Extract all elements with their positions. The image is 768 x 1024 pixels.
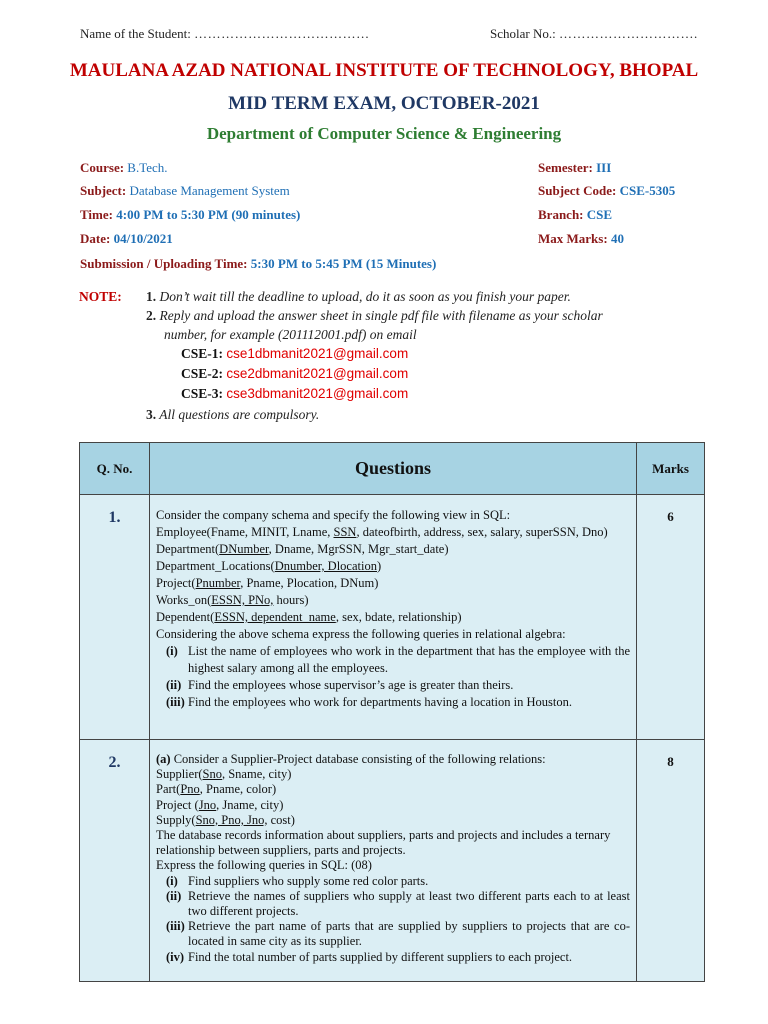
question-1-number: 1. [80, 495, 150, 740]
department-title: Department of Computer Science & Engineering [206, 124, 562, 143]
time-info [80, 207, 300, 223]
subject-value: Database Management System [129, 183, 290, 198]
question-1-text [150, 495, 637, 740]
table-row [80, 740, 705, 982]
note-number-3: 3. [146, 407, 157, 422]
time-label: Time: [80, 207, 113, 222]
note-label: NOTE: [79, 289, 122, 304]
q1-department-relation: Department(DNumber, Dname, MgrSSN, Mgr_start_date) [156, 542, 449, 556]
note-number-1: 1. [146, 289, 157, 304]
max-marks-label: Max Marks: [538, 231, 608, 246]
q1-subquestion-i: (i) List the name of employees who work in the department that has the employee with the highest salary among all the employees. [166, 644, 630, 675]
cse2-email-line [181, 366, 408, 382]
note-item-1 [146, 287, 706, 306]
cse2-email[interactable]: cse2dbmanit2021@gmail.com [226, 366, 409, 381]
note-item-2 [146, 306, 706, 325]
q2-subquestion-iii: (iii) Retrieve the part name of parts that are supplied by suppliers to projects that are co-located in same city as its supplier. [166, 919, 630, 949]
time-value: 4:00 PM to 5:30 PM (90 minutes) [116, 207, 301, 222]
note-text-2a: Reply and upload the answer sheet in single pdf file with filename as your scholar [159, 308, 603, 323]
semester-label: Semester: [538, 160, 593, 175]
cse3-email[interactable]: cse3dbmanit2021@gmail.com [226, 386, 409, 401]
cse3-label: CSE-3: [181, 386, 224, 401]
course-value: B.Tech. [127, 160, 168, 175]
q1-subquestion-iii: (iii) Find the employees who work for departments having a location in Houston. [166, 695, 572, 709]
date-info [80, 231, 173, 247]
questions-header: Questions [150, 443, 637, 495]
question-1-marks: 6 [637, 495, 705, 740]
note-text-3: All questions are compulsory. [159, 407, 320, 422]
semester-value: III [596, 160, 612, 175]
question-2-marks: 8 [637, 740, 705, 982]
q2-description: The database records information about suppliers, parts and projects and includes a ternary relationship between suppliers, parts and projects. [156, 828, 611, 858]
q2-subquestion-i: (i) Find suppliers who supply some red color parts. [166, 873, 429, 888]
student-name-line [80, 26, 370, 42]
institute-title: MAULANA AZAD NATIONAL INSTITUTE OF TECHNOLOGY, BHOPAL [69, 60, 699, 81]
scholar-no-label: Scholar No.: [490, 26, 556, 41]
max-marks-value: 40 [610, 231, 624, 246]
q1-department-locations-relation: Department_Locations(Dnumber, Dlocation) [156, 559, 382, 573]
q2-subquestion-iv: (iv) Find the total number of parts supplied by different suppliers to each project. [166, 949, 573, 964]
semester-info [538, 160, 611, 176]
q2-express: Express the following queries in SQL: (08) [156, 858, 372, 873]
submission-label: Submission / Uploading Time: [80, 256, 248, 271]
max-marks-info [538, 231, 624, 247]
q2-subquestion-ii: (ii) Retrieve the names of suppliers who supply at least two different parts each to at least two different projects. [166, 888, 630, 919]
table-row [80, 495, 705, 740]
cse3-email-line [181, 386, 408, 402]
note-item-2-cont: number, for example (201112001.pdf) on email [164, 327, 417, 342]
note-text-1: Don’t wait till the deadline to upload, do it as soon as you finish your paper. [159, 289, 571, 304]
q2-supply-relation: Supply(Sno, Pno, Jno, cost) [156, 812, 295, 827]
subject-code-value: CSE-5305 [619, 183, 676, 198]
scholar-no-blank: …………………………. [558, 26, 698, 41]
cse1-email[interactable]: cse1dbmanit2021@gmail.com [226, 346, 409, 361]
cse2-label: CSE-2: [181, 366, 224, 381]
subject-label: Subject: [80, 183, 127, 198]
subject-code-info [538, 183, 675, 199]
q1-project-relation: Project(Pnumber, Pname, Plocation, DNum) [156, 576, 379, 590]
qno-header: Q. No. [80, 443, 150, 495]
question-2-text [150, 740, 637, 982]
q2-intro: (a) Consider a Supplier-Project database consisting of the following relations: [156, 752, 546, 766]
questions-table [79, 442, 705, 982]
note-number-2: 2. [146, 308, 157, 323]
branch-value: CSE [586, 207, 613, 222]
branch-info [538, 207, 612, 223]
question-2-number: 2. [80, 740, 150, 982]
student-name-blank: ………………………………… [194, 26, 370, 41]
scholar-no-line [490, 26, 698, 42]
course-info [80, 160, 168, 176]
q2-project-relation: Project (Jno, Jname, city) [156, 797, 284, 812]
q2-supplier-relation: Supplier(Sno, Sname, city) [156, 767, 292, 782]
branch-label: Branch: [538, 207, 584, 222]
course-label: Course: [80, 160, 125, 175]
student-name-label: Name of the Student: [80, 26, 191, 41]
q1-intro: Consider the company schema and specify the following view in SQL: [156, 508, 511, 522]
submission-info [80, 256, 436, 272]
exam-title: MID TERM EXAM, OCTOBER-2021 [228, 93, 540, 114]
date-label: Date: [80, 231, 111, 246]
marks-header: Marks [637, 443, 705, 495]
submission-value: 5:30 PM to 5:45 PM (15 Minutes) [250, 256, 437, 271]
q1-works-on-relation: Works_on(ESSN, PNo, hours) [156, 593, 309, 607]
subject-info [80, 183, 290, 199]
q2-part-relation: Part(Pno, Pname, color) [156, 782, 277, 797]
q1-employee-relation: Employee(Fname, MINIT, Lname, SSN, dateofbirth, address, sex, salary, superSSN, Dno) [156, 525, 608, 539]
cse1-label: CSE-1: [181, 346, 224, 361]
q1-considering: Considering the above schema express the following queries in relational algebra: [156, 627, 566, 641]
date-value: 04/10/2021 [113, 231, 173, 246]
q1-subquestion-ii: (ii) Find the employees whose supervisor’s age is greater than theirs. [166, 678, 514, 692]
cse1-email-line [181, 346, 408, 362]
q1-dependent-relation: Dependent(ESSN, dependent_name, sex, bdate, relationship) [156, 610, 462, 624]
note-item-3 [146, 405, 706, 424]
table-header-row [80, 443, 705, 495]
subject-code-label: Subject Code: [538, 183, 617, 198]
